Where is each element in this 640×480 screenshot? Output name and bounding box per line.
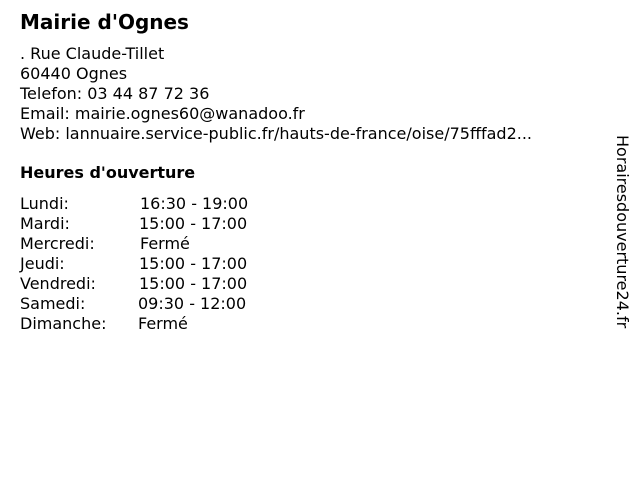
hours-row-saturday bbox=[20, 294, 320, 314]
hours-row-thursday bbox=[20, 254, 320, 274]
hours-row-sunday bbox=[20, 314, 320, 334]
day-label: Dimanche: bbox=[20, 314, 107, 333]
address-block bbox=[20, 44, 532, 144]
hours-value: 15:00 - 17:00 bbox=[139, 254, 248, 273]
hours-value: Fermé bbox=[138, 314, 188, 333]
page-title: Mairie d'Ognes bbox=[20, 10, 189, 34]
day-label: Mardi: bbox=[20, 214, 70, 233]
hours-row-wednesday bbox=[20, 234, 320, 254]
hours-value: 15:00 - 17:00 bbox=[139, 274, 248, 293]
hours-value: Fermé bbox=[140, 234, 190, 253]
side-brand-watermark: Horairesdouverture24.fr bbox=[613, 135, 632, 329]
day-label: Jeudi: bbox=[20, 254, 65, 273]
hours-row-monday bbox=[20, 194, 320, 214]
city-postcode: 60440 Ognes bbox=[20, 64, 128, 83]
hours-row-friday bbox=[20, 274, 320, 294]
hours-table bbox=[20, 194, 320, 334]
day-label: Vendredi: bbox=[20, 274, 96, 293]
phone-number: Telefon: 03 44 87 72 36 bbox=[20, 84, 210, 103]
street-address: . Rue Claude-Tillet bbox=[20, 44, 165, 63]
day-label: Lundi: bbox=[20, 194, 69, 213]
hours-value: 15:00 - 17:00 bbox=[139, 214, 248, 233]
day-label: Samedi: bbox=[20, 294, 86, 313]
email-address: Email: mairie.ognes60@wanadoo.fr bbox=[20, 104, 305, 123]
day-label: Mercredi: bbox=[20, 234, 95, 253]
hours-heading: Heures d'ouverture bbox=[20, 163, 196, 182]
website-url: Web: lannuaire.service-public.fr/hauts-de-france/oise/75fffad2... bbox=[20, 124, 532, 143]
hours-value: 09:30 - 12:00 bbox=[138, 294, 247, 313]
hours-row-tuesday bbox=[20, 214, 320, 234]
hours-value: 16:30 - 19:00 bbox=[140, 194, 249, 213]
